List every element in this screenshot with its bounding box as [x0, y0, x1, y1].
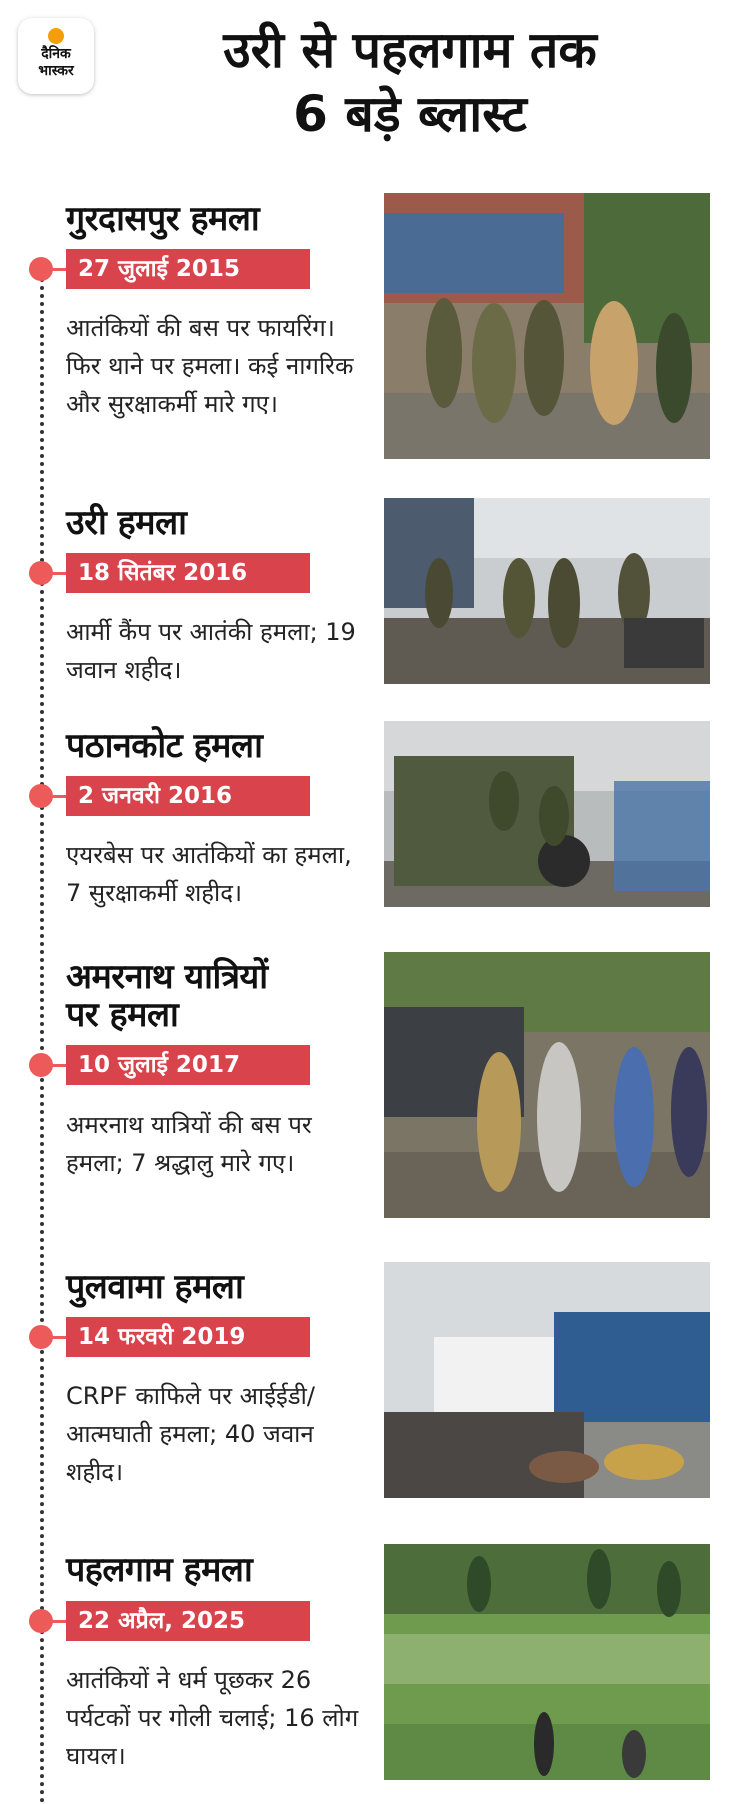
event-description: एयरबेस पर आतंकियों का हमला, 7 सुरक्षाकर्मी शहीद। [66, 841, 352, 907]
logo-line-2: भास्कर [38, 63, 74, 79]
timeline-line [40, 262, 44, 1804]
dot-connector [50, 1336, 66, 1339]
dot-connector [50, 1620, 66, 1623]
event-title-pahalgam: पहलगाम हमला [66, 1550, 253, 1590]
dainik-bhaskar-logo [18, 18, 94, 94]
event-title-gurdaspur: गुरदासपुर हमला [66, 199, 260, 239]
date-badge: 2 जनवरी 2016 [66, 776, 310, 816]
event-photo [384, 498, 710, 684]
event-title-amarnath [66, 958, 366, 1034]
event-description: आर्मी कैंप पर आतंकी हमला; 19 जवान शहीद। [66, 618, 356, 684]
event-title-pulwama: पुलवामा हमला [66, 1267, 244, 1307]
event-description: आतंकियों की बस पर फायरिंग। फिर थाने पर हमला। कई नागरिक और सुरक्षाकर्मी मारे गए। [66, 314, 354, 418]
event-photo [384, 952, 710, 1218]
page-title [110, 18, 710, 146]
title-line-1: उरी से पहलगाम तक [223, 21, 597, 79]
event-description: अमरनाथ यात्रियों की बस पर हमला; 7 श्रद्धालु मारे गए। [66, 1111, 312, 1177]
event-photo [384, 193, 710, 459]
date-badge: 10 जुलाई 2017 [66, 1045, 310, 1085]
logo-line-1: दैनिक [41, 46, 71, 62]
dot-connector [50, 268, 66, 271]
event-title-line-1: अमरनाथ यात्रियों [66, 957, 268, 997]
event-photo [384, 721, 710, 907]
event-description: CRPF काफिले पर आईईडी/आत्मघाती हमला; 40 जवान शहीद। [66, 1382, 315, 1486]
event-title-uri: उरी हमला [66, 503, 187, 543]
title-line-2: 6 बड़े ब्लास्ट [293, 85, 527, 143]
event-photo [384, 1262, 710, 1498]
event-description: आतंकियों ने धर्म पूछकर 26 पर्यटकों पर गोली चलाई; 16 लोग घायल। [66, 1666, 359, 1770]
date-badge: 22 अप्रैल, 2025 [66, 1601, 310, 1641]
event-title-line-2: पर हमला [66, 995, 179, 1035]
date-badge: 27 जुलाई 2015 [66, 249, 310, 289]
date-badge: 14 फरवरी 2019 [66, 1317, 310, 1357]
dot-connector [50, 1064, 66, 1067]
dot-connector [50, 795, 66, 798]
event-title-pathankot: पठानकोट हमला [66, 726, 263, 766]
date-badge: 18 सितंबर 2016 [66, 553, 310, 593]
sun-dot-icon [48, 28, 64, 44]
dot-connector [50, 572, 66, 575]
event-photo [384, 1544, 710, 1780]
